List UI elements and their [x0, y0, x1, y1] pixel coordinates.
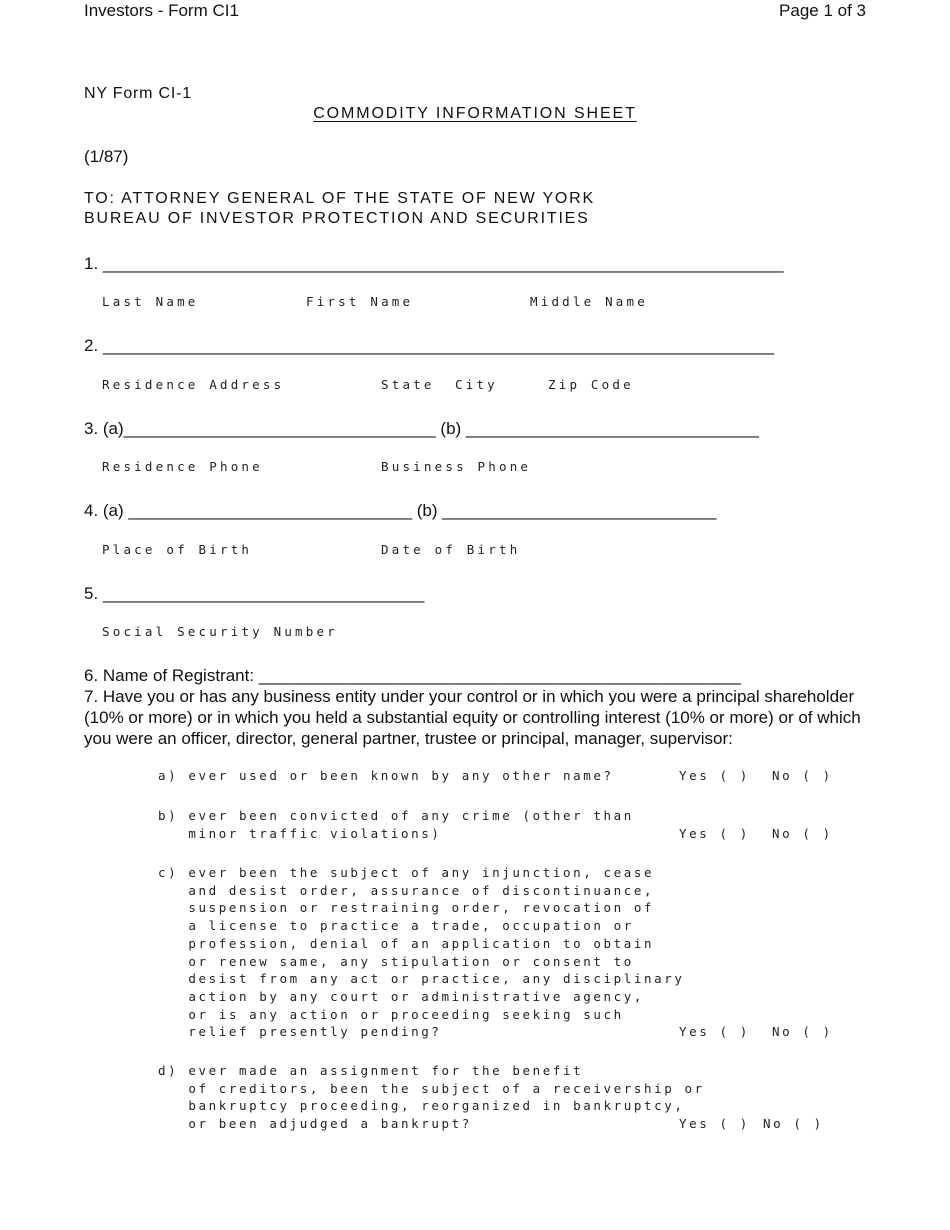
question-7a-text: a) ever used or been known by any other name?	[158, 768, 614, 783]
question-7c-text: c) ever been the subject of any injunction, cease and desist order, assurance of discontinuance, suspension or restraining order, revocation of a license to practice a trade, occupation or profession, denial of an application to obtain or renew same, any stipulation or consent to desist from any act or practice, any disciplinary action by any court or administrative agency, or is any action or proceeding seeking such relief presently pending?	[158, 865, 685, 1040]
question-7d-text: d) ever made an assignment for the benefit of creditors, been the subject of a receivership or bankruptcy proceeding, reorganized in bankruptcy, or been adjudged a bankrupt?	[158, 1063, 705, 1132]
label-date-of-birth: Date of Birth	[381, 542, 521, 557]
address-field-line[interactable]: 2. _______________________________________________________________________	[84, 336, 775, 355]
question-7b-no-checkbox[interactable]: No ( )	[772, 826, 833, 841]
question-7-text: 7. Have you or has any business entity under your control or in which you were a principal shareholder (10% or more) or in which you held a substantial equity or controlling interest (10% or more) or of which you were an officer, director, general partner, trustee or principal, manager, supervisor:	[84, 687, 861, 748]
question-7d-no-checkbox[interactable]: No ( )	[763, 1116, 824, 1131]
addressee-line-1: TO: ATTORNEY GENERAL OF THE STATE OF NEW YORK	[84, 190, 595, 207]
addressee-line-2: BUREAU OF INVESTOR PROTECTION AND SECURITIES	[84, 210, 590, 227]
phone-field-line[interactable]: 3. (a)_________________________________ (b) _______________________________	[84, 419, 759, 438]
question-7b-yes-checkbox[interactable]: Yes ( )	[679, 826, 750, 841]
question-7c-no-checkbox[interactable]: No ( )	[772, 1024, 833, 1039]
form-title: COMMODITY INFORMATION SHEET	[313, 105, 637, 122]
form-code: NY Form CI-1	[84, 85, 192, 102]
label-zip-code: Zip Code	[548, 377, 634, 392]
question-7a-yes-checkbox[interactable]: Yes ( )	[679, 768, 750, 783]
question-7a-no-checkbox[interactable]: No ( )	[772, 768, 833, 783]
label-social-security-number: Social Security Number	[102, 624, 338, 639]
label-residence-phone: Residence Phone	[102, 459, 263, 474]
page-number: Page 1 of 3	[779, 1, 866, 20]
birth-field-line[interactable]: 4. (a) ______________________________ (b) _____________________________	[84, 501, 717, 520]
document-header-left: Investors - Form CI1	[84, 1, 239, 20]
label-state: State	[381, 377, 435, 392]
form-revision: (1/87)	[84, 147, 129, 166]
name-field-line[interactable]: 1. ________________________________________________________________________	[84, 254, 784, 273]
label-last-name: Last Name	[102, 294, 199, 309]
label-business-phone: Business Phone	[381, 459, 532, 474]
label-first-name: First Name	[306, 294, 414, 309]
registrant-field-line[interactable]: 6. Name of Registrant: ___________________________________________________	[84, 666, 741, 685]
label-city: City	[455, 377, 498, 392]
question-7d-yes-checkbox[interactable]: Yes ( )	[679, 1116, 750, 1131]
question-7c-yes-checkbox[interactable]: Yes ( )	[679, 1024, 750, 1039]
ssn-field-line[interactable]: 5. __________________________________	[84, 584, 425, 603]
label-middle-name: Middle Name	[530, 294, 648, 309]
label-residence-address: Residence Address	[102, 377, 285, 392]
label-place-of-birth: Place of Birth	[102, 542, 253, 557]
question-7b-text: b) ever been convicted of any crime (other than minor traffic violations)	[158, 808, 634, 841]
